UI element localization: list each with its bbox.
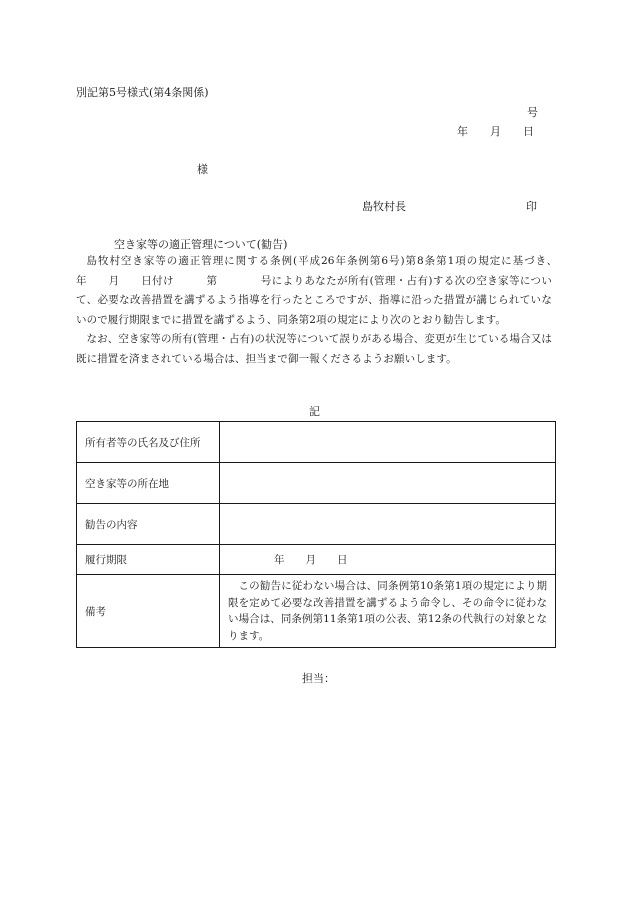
recommendation-table [76,421,556,648]
document-title: 空き家等の適正管理について(勧告) [114,238,288,251]
body-paragraph-1: 島牧村空き家等の適正管理に関する条例(平成26年条例第6号)第8条第1項の規定に基づき、 年 月 日付け 第 号によりあなたが所有(管理・占有)する次の空き家等について、必要な改善措置を講ずるよう指導を行ったところですが、指導に沿った措置が講じられていないので履行期限までに措置を講ずるよう、同条第2項の規定により次のとおり勧告します。 [76,255,595,326]
seal-mark: 印 [526,200,537,213]
sender-name: 島牧村長 [362,200,406,213]
table-row [77,545,556,575]
body-paragraph-2: なお、空き家等の所有(管理・占有)の状況等について誤りがある場合、変更が生じている場合又は既に措置を済まされている場合は、担当まで御一報くださるようお願いします。 [76,333,552,365]
document-body [76,252,595,369]
recommendation-content-value [220,504,556,545]
remarks-text: この勧告に従わない場合は、同条例第10条第1項の規定により期限を定めて必要な改善措置を講ずるよう命令し、その命令に従わない場合は、同条例第11条第1項の公表、第12条の代執行の対象となります。 [228,580,547,642]
property-location-value [220,463,556,504]
document-number-label: 号 [527,106,538,119]
contact-label: 担当： [302,672,335,685]
ki-label: 記 [309,405,320,418]
table-row [77,463,556,504]
remarks-value [220,575,556,648]
issue-date-line: 年 月 日 [457,125,534,138]
addressee-suffix: 様 [197,163,208,176]
property-location-label: 空き家等の所在地 [77,463,220,504]
form-label: 別記第5号様式(第4条関係) [76,86,209,99]
owner-name-address-label: 所有者等の氏名及び住所 [77,422,220,463]
table-row [77,575,556,648]
owner-name-address-value [220,422,556,463]
table-row [77,422,556,463]
remarks-label: 備考 [77,575,220,648]
deadline-value: 年 月 日 [220,545,556,575]
table-row [77,504,556,545]
deadline-label: 履行期限 [77,545,220,575]
recommendation-content-label: 勧告の内容 [77,504,220,545]
